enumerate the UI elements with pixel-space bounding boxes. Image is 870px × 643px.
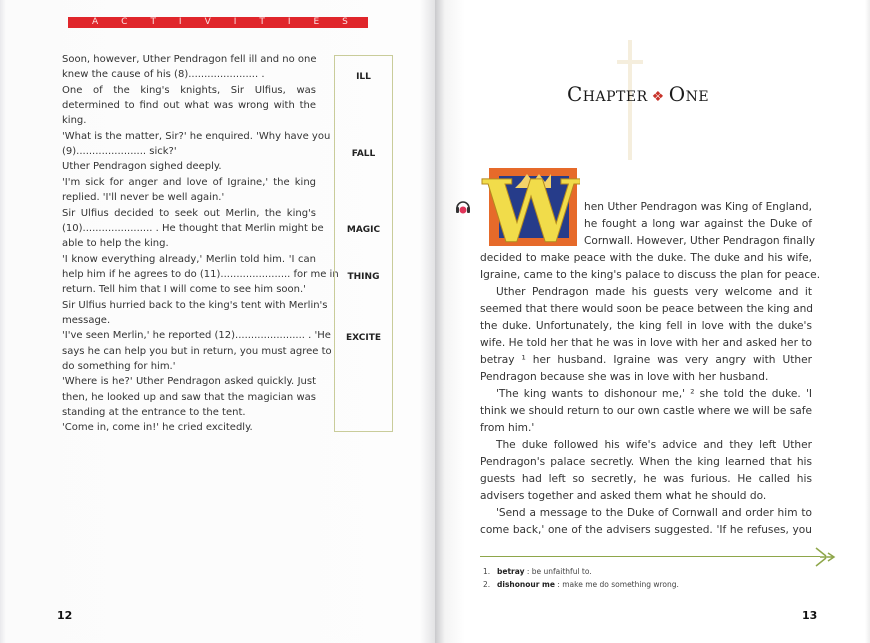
text-line: Cornwall. However, Uther Pendragon finally (584, 235, 816, 247)
banner-letter: S (342, 17, 348, 27)
text-line: Sir Ulfius hurried back to the king's tent with Merlin's (62, 299, 328, 311)
footnote-divider (480, 556, 820, 557)
chapter-word: Chapter (567, 82, 648, 106)
text-line: 'I've seen Merlin,' he reported (12)...................... . 'He (62, 330, 331, 342)
text-line: (9)...................... sick?' (62, 146, 177, 158)
text-line: replied. 'I'll never be well again.' (62, 192, 225, 204)
text-line: determined to find out what was wrong with the (62, 100, 316, 112)
text-line: Soon, however, Uther Pendragon fell ill and no one (62, 54, 317, 65)
text-line: message. (62, 314, 111, 326)
banner-letter: A (92, 17, 99, 27)
text-line: One of the king's knights, Sir Ulfius, was (62, 84, 316, 96)
text-line: knew the cause of his (8)...................... . (62, 69, 265, 81)
word-thing: THING (347, 272, 380, 282)
text-line: 'Come in, come in!' he cried excitedly. (62, 422, 253, 434)
banner-letter: T (259, 17, 265, 27)
word-magic: MAGIC (346, 225, 381, 235)
text-line: do something for him.' (62, 361, 176, 372)
text-line: Sir Ulfius decided to seek out Merlin, the king's (62, 207, 316, 219)
page-number-right: 13 (802, 609, 818, 622)
text-line: Uther Pendragon sighed deeply. (62, 161, 222, 173)
text-line: The duke followed his wife's advice and they left Uther (496, 439, 812, 451)
diamond-ornament-icon: ❖ (651, 89, 665, 105)
text-line: help him if he agrees to do (11)...................... for me in (62, 268, 339, 280)
chapter-number: One (668, 82, 710, 106)
text-line: betray ¹ her husband. Igraine was very angry with Uther (480, 354, 812, 366)
page-number-left: 12 (57, 609, 73, 622)
banner-letter: I (178, 17, 182, 27)
text-line: he fought a long war against the Duke of (584, 218, 812, 230)
text-line: 'I'm sick for anger and love of Igraine,' the king (62, 176, 316, 188)
headphones-audio-icon[interactable] (454, 198, 472, 216)
text-line: seemed that there would soon be peace between the king and (480, 303, 814, 315)
text-line: able to help the king. (62, 238, 169, 250)
text-line: guests had left so secretly, he was furious. He called his (480, 473, 812, 485)
text-line: Igraine, came to the king's palace to discuss the plan for peace. (480, 269, 821, 281)
text-line: then, he looked up and saw that the magician was (62, 391, 316, 403)
text-line: (10)...................... . He thought that Merlin might be (62, 222, 324, 234)
word-excite: EXCITE (345, 333, 381, 343)
text-line: advisers together and asked them what he should do. (480, 490, 767, 502)
word-fall: FALL (351, 149, 376, 159)
text-line: king. (62, 115, 87, 127)
text-line: think we should return to our own castle where we will be safe (480, 405, 812, 417)
footnote-1: 1. betray : be unfaithful to. (483, 567, 592, 576)
text-line: Uther Pendragon made his guests very welcome and it (496, 286, 812, 298)
text-line: says he can help you but in return, you must agree to (62, 345, 332, 357)
word-ill: ILL (356, 72, 371, 82)
banner-letter: I (233, 17, 237, 27)
text-line: wife. He told her that he was in love with her and asked her to (480, 337, 812, 349)
text-line: the duke. Unfortunately, the king fell in love with the duke's (480, 320, 812, 332)
word-box (334, 55, 393, 432)
activities-banner (68, 17, 368, 28)
drop-cap-w (481, 164, 580, 248)
banner-letter: V (204, 17, 211, 27)
text-line: Pendragon because she was in love with her husband. (480, 371, 769, 383)
banner-letter: T (150, 17, 156, 27)
text-line: from him.' (480, 422, 535, 434)
footnote-2: 2. dishonour me : make me do something wrong. (483, 580, 679, 589)
svg-text:W: W (482, 164, 580, 248)
text-line: decided to make peace with the duke. The duke and his wife, (480, 252, 812, 264)
text-line: 'The king wants to dishonour me,' ² she told the duke. 'I (496, 388, 812, 400)
banner-letter: E (313, 17, 320, 27)
text-line: Pendragon's palace secretly. When the king learned that his (480, 456, 812, 468)
text-line: come back,' one of the advisers suggested. 'If he refuses, you (480, 524, 812, 536)
text-line: return. Tell him that I will come to see him soon.' (62, 284, 306, 296)
banner-letter: I (287, 17, 291, 27)
banner-letter: C (121, 17, 128, 27)
text-line: hen Uther Pendragon was King of England, (584, 201, 812, 213)
arrow-ornament-icon (814, 546, 836, 568)
text-line: 'What is the matter, Sir?' he enquired. 'Why have you (62, 130, 331, 142)
text-line: 'Send a message to the Duke of Cornwall and order him to (496, 507, 812, 519)
text-line: 'I know everything already,' Merlin told him. 'I can (62, 253, 316, 265)
chapter-title (567, 82, 709, 106)
text-line: 'Where is he?' Uther Pendragon asked quickly. Just (62, 376, 316, 388)
text-line: standing at the entrance to the tent. (62, 407, 246, 419)
